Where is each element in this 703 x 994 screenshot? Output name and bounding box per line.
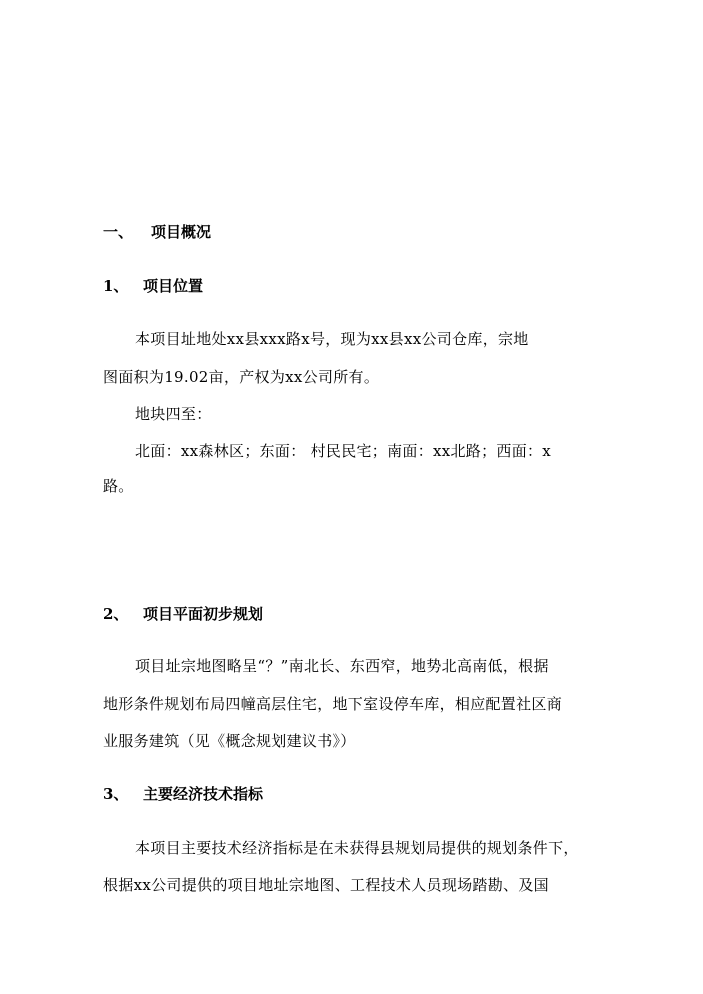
section-title: 项目平面初步规划 bbox=[143, 605, 264, 623]
section-number: 一、 bbox=[103, 223, 134, 241]
section-title: 项目概况 bbox=[151, 223, 212, 241]
paragraph-line: 地块四至： bbox=[135, 405, 212, 423]
section-title: 项目位置 bbox=[143, 277, 204, 295]
section-heading-location bbox=[103, 275, 204, 296]
section-heading-planning bbox=[103, 603, 264, 624]
paragraph-line: 项目址宗地图略呈“？”南北长、东西窄，地势北高南低，根据 bbox=[135, 657, 549, 675]
paragraph-line: 本项目址地处xx县xxx路x号，现为xx县xx公司仓库，宗地 bbox=[135, 330, 529, 348]
section-heading-indicators bbox=[103, 783, 264, 804]
paragraph-line: 根据xx公司提供的项目地址宗地图、工程技术人员现场踏勘、及国 bbox=[103, 876, 549, 894]
paragraph-line: 业服务建筑（见《概念规划建议书》） bbox=[103, 732, 356, 750]
section-title: 主要经济技术指标 bbox=[143, 785, 264, 803]
section-number: 3、 bbox=[103, 785, 129, 803]
section-heading-overview bbox=[103, 221, 212, 242]
paragraph-line: 地形条件规划布局四幢高层住宅，地下室设停车库，相应配置社区商 bbox=[103, 695, 563, 713]
section-number: 2、 bbox=[103, 605, 129, 623]
paragraph-line: 本项目主要技术经济指标是在未获得县规划局提供的规划条件下， bbox=[135, 839, 579, 857]
paragraph-line: 北面：xx森林区；东面： 村民民宅；南面：xx北路；西面：x bbox=[135, 442, 552, 460]
section-number: 1、 bbox=[103, 277, 129, 295]
paragraph-line: 路。 bbox=[103, 477, 134, 495]
paragraph-line: 图面积为19.02亩，产权为xx公司所有。 bbox=[103, 368, 380, 386]
